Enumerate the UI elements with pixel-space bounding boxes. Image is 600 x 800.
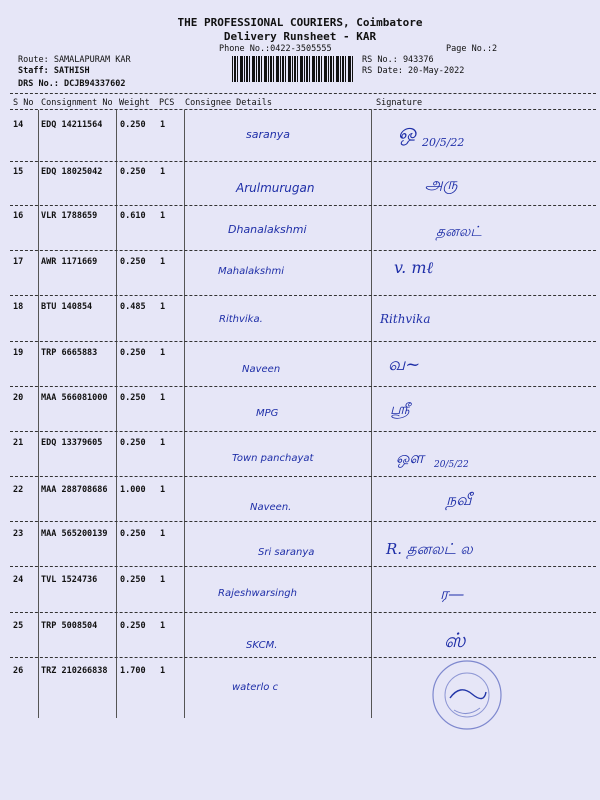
- row-pcs: 1: [160, 120, 166, 130]
- consignee-handwriting: Arulmurugan: [236, 181, 315, 195]
- col-sno: S No: [13, 98, 34, 108]
- col-pcs: PCS: [159, 98, 175, 108]
- consignee-handwriting: waterlo c: [232, 682, 279, 693]
- row-sno: 23: [13, 529, 24, 539]
- row-separator: [10, 612, 596, 613]
- row-separator: [10, 161, 596, 162]
- row-separator: [10, 295, 596, 296]
- signature-mark: R. தனலட் ல: [386, 540, 473, 558]
- row-pcs: 1: [160, 211, 166, 221]
- col-consignee: Consignee Details: [185, 98, 272, 108]
- consignee-handwriting: SKCM.: [246, 640, 278, 651]
- row-sno: 18: [13, 302, 24, 312]
- row-separator: [10, 431, 596, 432]
- row-pcs: 1: [160, 438, 166, 448]
- consignee-handwriting: Sri saranya: [258, 547, 315, 558]
- signature-mark: v. mℓ: [394, 258, 434, 277]
- row-pcs: 1: [160, 348, 166, 358]
- consignee-handwriting: saranya: [246, 128, 290, 141]
- row-weight: 0.250: [120, 393, 146, 403]
- consignee-handwriting: Naveen: [242, 364, 281, 375]
- row-sno: 14: [13, 120, 24, 130]
- column-divider: [116, 110, 117, 718]
- row-sno: 17: [13, 257, 24, 267]
- company-stamp: [430, 658, 504, 732]
- row-consignment: MAA 566081000: [41, 393, 108, 403]
- drs-number: DRS No.: DCJB94337602: [18, 79, 126, 89]
- row-sno: 19: [13, 348, 24, 358]
- row-sno: 22: [13, 485, 24, 495]
- row-separator: [10, 476, 596, 477]
- row-pcs: 1: [160, 257, 166, 267]
- row-consignment: TRZ 210266838: [41, 666, 108, 676]
- row-separator: [10, 341, 596, 342]
- column-divider: [38, 110, 39, 718]
- row-weight: 0.485: [120, 302, 146, 312]
- row-separator: [10, 657, 596, 658]
- row-sno: 26: [13, 666, 24, 676]
- consignee-handwriting: Naveen.: [250, 502, 292, 513]
- header-top-rule: [10, 93, 596, 94]
- row-sno: 25: [13, 621, 24, 631]
- route: Route: SAMALAPURAM KAR: [18, 55, 131, 65]
- col-weight: Weight: [119, 98, 150, 108]
- row-consignment: MAA 565200139: [41, 529, 108, 539]
- consignee-handwriting: Rajeshwarsingh: [218, 588, 297, 599]
- row-consignment: BTU 140854: [41, 302, 93, 312]
- consignee-handwriting: Mahalakshmi: [218, 266, 284, 277]
- signature-mark: Rithvika: [380, 312, 431, 326]
- row-weight: 0.250: [120, 167, 146, 177]
- consignee-handwriting: Town panchayat: [232, 453, 314, 464]
- barcode: [232, 56, 354, 82]
- consignee-handwriting: Dhanalakshmi: [228, 223, 307, 236]
- col-signature: Signature: [376, 98, 423, 108]
- row-weight: 0.250: [120, 529, 146, 539]
- consignee-handwriting: Rithvika.: [219, 314, 263, 325]
- row-pcs: 1: [160, 302, 166, 312]
- signature-date: 20/5/22: [434, 460, 469, 470]
- row-separator: [10, 566, 596, 567]
- signature-mark: தனலட்: [436, 224, 482, 240]
- row-weight: 1.700: [120, 666, 146, 676]
- signature-mark: ஒ: [398, 120, 417, 145]
- consignee-handwriting: MPG: [256, 408, 279, 419]
- row-weight: 0.250: [120, 348, 146, 358]
- row-separator: [10, 250, 596, 251]
- phone-number: Phone No.:0422-3505555: [219, 44, 332, 54]
- row-consignment: EDQ 13379605: [41, 438, 103, 448]
- col-consignment: Consignment No: [41, 98, 113, 108]
- row-pcs: 1: [160, 485, 166, 495]
- page-number: Page No.:2: [446, 44, 498, 54]
- staff: Staff: SATHISH: [18, 66, 90, 76]
- signature-mark: ஸ்: [444, 628, 466, 652]
- runsheet-title: Delivery Runsheet - KAR: [223, 30, 377, 43]
- signature-date: 20/5/22: [422, 136, 465, 149]
- row-separator: [10, 521, 596, 522]
- row-weight: 0.250: [120, 120, 146, 130]
- signature-mark: நவீ: [446, 490, 472, 509]
- column-divider: [371, 110, 372, 718]
- row-pcs: 1: [160, 167, 166, 177]
- row-consignment: AWR 1171669: [41, 257, 98, 267]
- row-sno: 20: [13, 393, 24, 403]
- row-pcs: 1: [160, 393, 166, 403]
- row-weight: 0.610: [120, 211, 146, 221]
- signature-mark: வ~: [388, 354, 421, 375]
- rs-number: RS No.: 943376: [362, 55, 434, 65]
- row-weight: 0.250: [120, 575, 146, 585]
- row-weight: 0.250: [120, 438, 146, 448]
- row-sno: 24: [13, 575, 24, 585]
- signature-mark: ஸ்ரீ: [390, 400, 410, 418]
- row-weight: 1.000: [120, 485, 146, 495]
- row-consignment: MAA 288708686: [41, 485, 108, 495]
- header-bottom-rule: [10, 109, 596, 110]
- rs-date: RS Date: 20-May-2022: [362, 66, 465, 76]
- row-consignment: TVL 1524736: [41, 575, 98, 585]
- row-pcs: 1: [160, 575, 166, 585]
- row-consignment: VLR 1788659: [41, 211, 98, 221]
- row-pcs: 1: [160, 621, 166, 631]
- row-separator: [10, 386, 596, 387]
- row-weight: 0.250: [120, 257, 146, 267]
- row-pcs: 1: [160, 666, 166, 676]
- row-consignment: EDQ 18025042: [41, 167, 103, 177]
- row-consignment: EDQ 14211564: [41, 120, 103, 130]
- row-consignment: TRP 5008504: [41, 621, 98, 631]
- row-sno: 16: [13, 211, 24, 221]
- row-consignment: TRP 6665883: [41, 348, 98, 358]
- row-sno: 15: [13, 167, 24, 177]
- row-pcs: 1: [160, 529, 166, 539]
- signature-mark: ஒள: [396, 448, 424, 467]
- row-separator: [10, 205, 596, 206]
- row-weight: 0.250: [120, 621, 146, 631]
- signature-mark: அரு: [425, 174, 458, 193]
- column-divider: [184, 110, 185, 718]
- row-sno: 21: [13, 438, 24, 448]
- signature-mark: ர—: [440, 584, 465, 603]
- company-title: THE PROFESSIONAL COURIERS, Coimbatore: [177, 16, 423, 29]
